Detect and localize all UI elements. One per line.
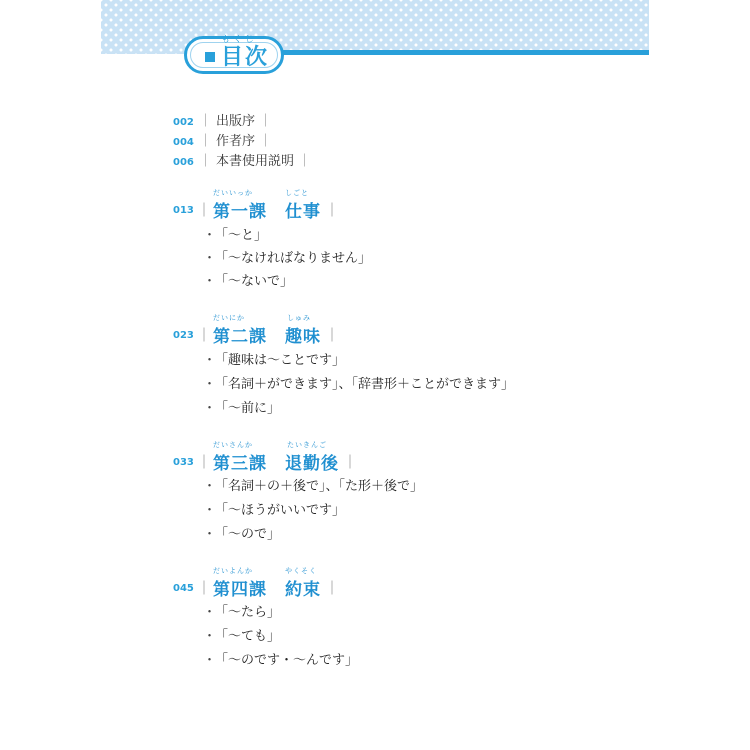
separator: ｜ [199,114,213,129]
grammar-point: 「～なければなりません」 [215,251,372,266]
list-item [203,479,423,495]
lesson-number-ruby: だいにか [213,314,245,322]
lesson-number: 第三課 [213,454,267,474]
bullet: ・ [203,527,217,542]
square-bullet-icon [205,52,215,62]
list-item [203,228,267,244]
lesson-number-ruby: だいさんか [213,441,253,449]
separator: ｜ [259,134,273,149]
separator: ｜ [343,455,357,471]
separator: ｜ [199,134,213,149]
lesson-topic: 趣味 [285,327,321,347]
grammar-point: 「～ないで」 [215,274,294,289]
lesson-heading [213,197,321,222]
list-item [203,629,280,645]
list-item [203,503,345,519]
title-ruby: もくじ [221,35,258,45]
list-item [203,377,514,393]
grammar-point: 「～のです・～んです」 [215,653,359,668]
grammar-point: 「名詞＋ができます」、「辞書形＋ことができます」 [215,377,515,392]
page-number: 002 [173,117,194,128]
lesson-heading [213,322,321,347]
page-number: 033 [173,457,194,468]
title-rule [230,50,649,55]
grammar-point: 「～たら」 [215,605,281,620]
page-number: 023 [173,330,194,341]
lesson-heading [213,449,339,474]
separator: ｜ [197,328,211,344]
bullet: ・ [203,605,217,620]
page-number: 006 [173,157,194,168]
bullet: ・ [203,274,217,289]
entry-label: 作者序 [216,134,256,149]
separator: ｜ [298,154,312,169]
separator: ｜ [325,328,339,344]
list-item [203,527,280,543]
page-number: 045 [173,583,194,594]
separator: ｜ [325,581,339,597]
grammar-point: 「名詞＋の＋後で」、「た形＋後で」 [215,479,424,494]
grammar-point: 「～ても」 [215,629,281,644]
list-item [203,353,345,369]
lesson-number-ruby: だいいっか [213,189,253,197]
separator: ｜ [197,581,211,597]
lesson-number-ruby: だいよんか [213,567,253,575]
separator: ｜ [199,154,213,169]
lesson-topic-ruby: しごと [285,189,309,197]
page-title: 目次 [221,45,270,70]
lesson-number: 第二課 [213,327,267,347]
grammar-point: 「～と」 [215,228,268,243]
bullet: ・ [203,653,217,668]
toc-entry-how-to-use[interactable] [173,154,315,171]
bullet: ・ [203,228,217,243]
lesson-topic: 退勤後 [285,454,339,474]
lesson-topic: 仕事 [285,202,321,222]
lesson-number: 第一課 [213,202,267,222]
lesson-heading [213,575,321,600]
lesson-number: 第四課 [213,580,267,600]
list-item [203,274,293,290]
bullet: ・ [203,353,217,368]
list-item [203,605,280,621]
entry-label: 本書使用説明 [216,154,295,169]
list-item [203,401,280,417]
page-number: 004 [173,137,194,148]
separator: ｜ [259,114,273,129]
bullet: ・ [203,377,217,392]
separator: ｜ [325,203,339,219]
lesson-topic: 約束 [285,580,321,600]
bullet: ・ [203,251,217,266]
bullet: ・ [203,401,217,416]
bullet: ・ [203,629,217,644]
grammar-point: 「～前に」 [215,401,281,416]
dotted-header-band [101,0,649,54]
entry-label: 出版序 [216,114,256,129]
grammar-point: 「趣味は～ことです」 [215,353,346,368]
lesson-topic-ruby: しゅみ [287,314,311,322]
toc-entry-preface-author[interactable] [173,134,276,151]
separator: ｜ [197,455,211,471]
toc-entry-preface-publisher[interactable] [173,114,276,131]
bullet: ・ [203,503,217,518]
grammar-point: 「～ほうがいいです」 [215,503,346,518]
list-item [203,251,371,267]
bullet: ・ [203,479,217,494]
lesson-topic-ruby: やくそく [285,567,317,575]
lesson-topic-ruby: たいきんご [287,441,327,449]
toc-page [101,0,649,750]
grammar-point: 「～ので」 [215,527,281,542]
list-item [203,653,358,669]
separator: ｜ [197,203,211,219]
page-number: 013 [173,205,194,216]
